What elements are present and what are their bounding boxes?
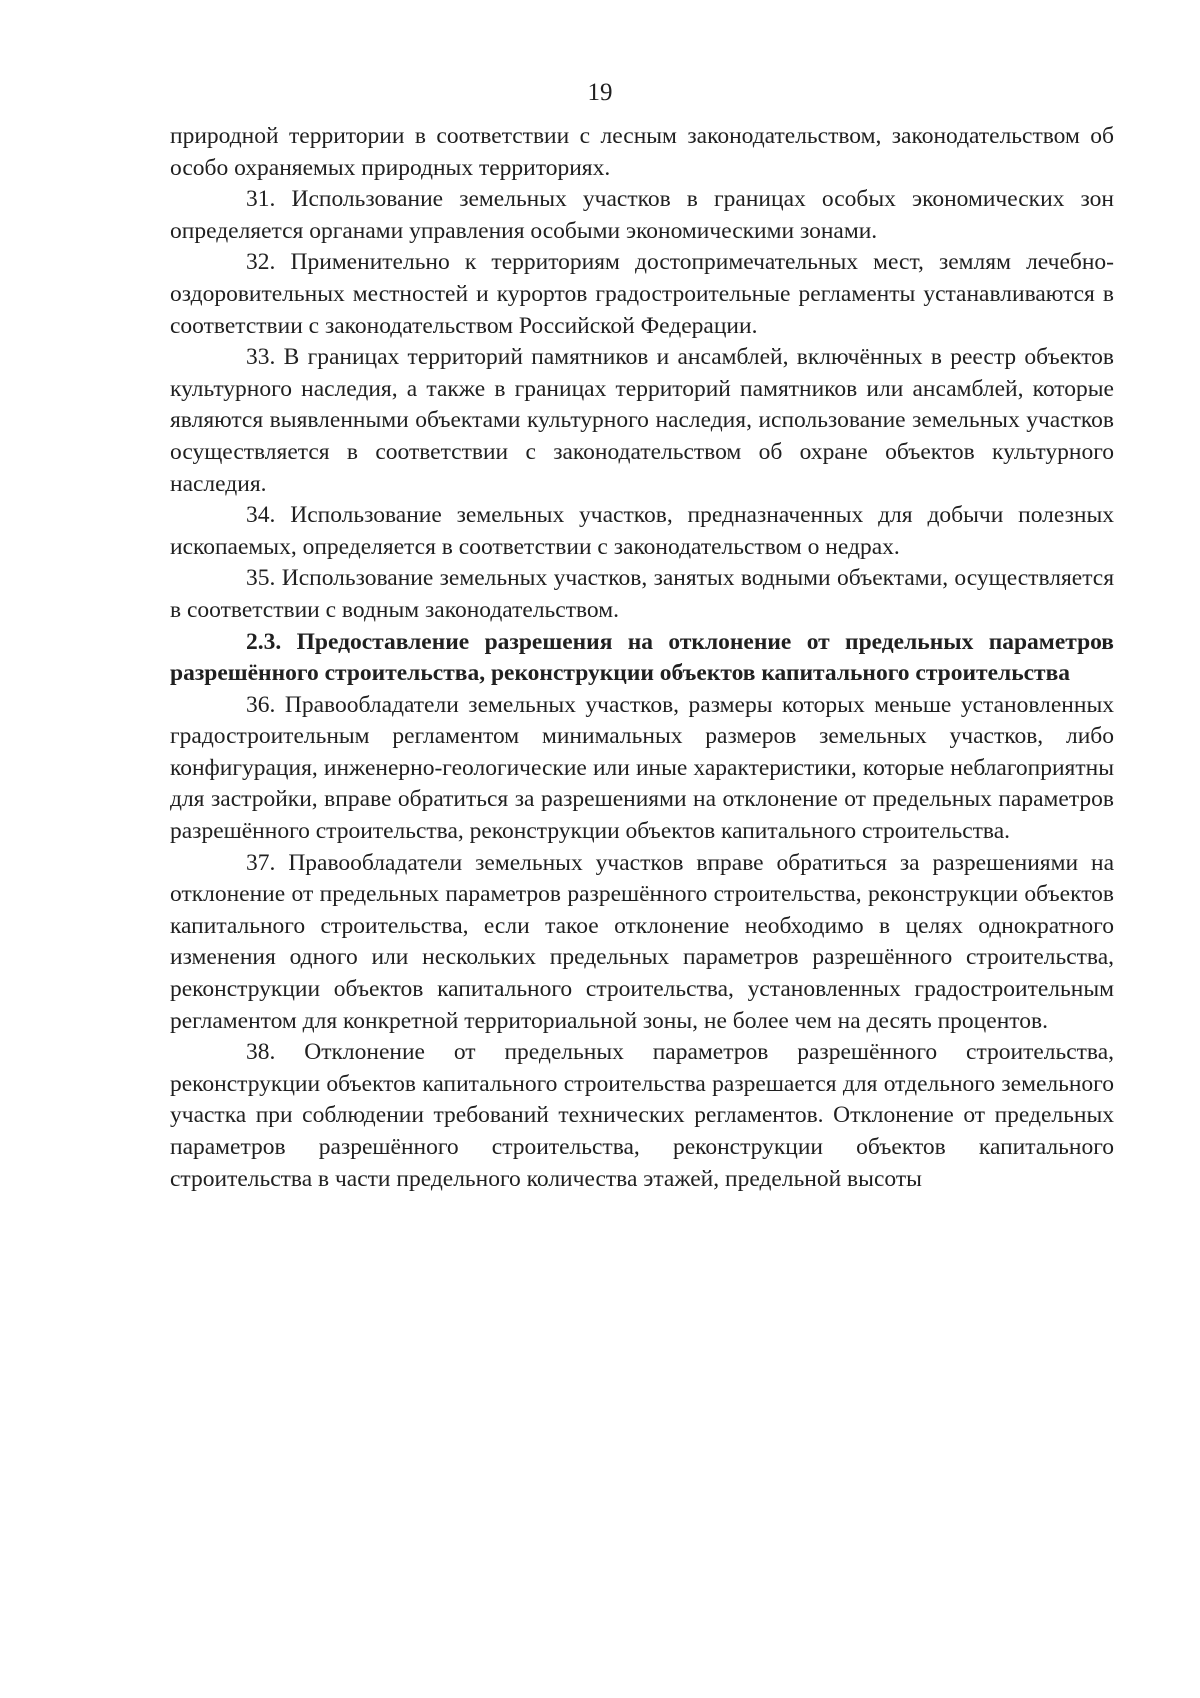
clause-31 bbox=[170, 184, 1114, 247]
section-number: 2.3. bbox=[246, 628, 282, 655]
page-number: 19 bbox=[587, 79, 613, 106]
clause-text: Правообладатели земельных участков вправе обратиться за разрешениями на отклонение от предельных параметров разрешённого строительства, реконструкции объектов капитального строительства, если такое отклонение необходимо в целях однократного изменения одного или нескольких предельных параметров разрешённого строительства, реконструкции объектов капитального строительства, установленных градостроительным регламентом для конкретной территориальной зоны, не более чем на десять процентов. bbox=[170, 849, 1114, 1034]
clause-text: В границах территорий памятников и ансамблей, включённых в реестр объектов культурного наследия, а также в границах территорий памятников или ансамблей, которые являются выявленными объектами культурного наследия, использование земельных участков осуществляется в соответствии с законодательством об охране объектов культурного наследия. bbox=[170, 344, 1114, 497]
clause-33 bbox=[170, 342, 1114, 500]
clause-number: 35. bbox=[246, 565, 276, 592]
clause-text: Правообладатели земельных участков, размеры которых меньше установленных градостроительным регламентом минимальных размеров земельных участков, либо конфигурация, инженерно-геологические или иные характеристики, которые неблагоприятны для застройки, вправе обратиться за разрешениями на отклонение от предельных параметров разрешённого строительства, реконструкции объектов капитального строительства. bbox=[170, 691, 1114, 845]
clause-number: 34. bbox=[246, 502, 276, 529]
section-title: Предоставление разрешения на отклонение от предельных параметров разрешённого строительства, реконструкции объектов капитального строительства bbox=[170, 628, 1115, 687]
clause-35 bbox=[170, 563, 1114, 626]
section-heading bbox=[170, 627, 1114, 690]
clause-36 bbox=[170, 690, 1114, 848]
clause-number: 36. bbox=[246, 691, 276, 718]
clause-text: Отклонение от предельных параметров разрешённого строительства, реконструкции объектов капитального строительства разрешается для отдельного земельного участка при соблюдении требований технических регламентов. Отклонение от предельных параметров разрешённого строительства, реконструкции объектов капитального строительства в части предельного количества этажей, предельной высоты bbox=[170, 1039, 1115, 1192]
clause-37 bbox=[170, 848, 1114, 1038]
clause-number: 32. bbox=[246, 249, 276, 276]
clause-32 bbox=[170, 247, 1114, 342]
clause-number: 38. bbox=[246, 1039, 276, 1066]
clause-number: 33. bbox=[246, 344, 276, 371]
clause-text: Использование земельных участков, предназначенных для добычи полезных ископаемых, определяется в соответствии с законодательством о недрах. bbox=[170, 502, 1114, 560]
clause-text: Использование земельных участков, занятых водными объектами, осуществляется в соответствии с водным законодательством. bbox=[170, 565, 1114, 623]
continuation-paragraph: природной территории в соответствии с лесным законодательством, законодательством об особо охраняемых природных территориях. bbox=[170, 123, 1114, 181]
clause-number: 31. bbox=[246, 186, 276, 213]
clause-text: Применительно к территориям достопримечательных мест, землям лечебно-оздоровительных местностей и курортов градостроительные регламенты устанавливаются в соответствии с законодательством Российской Федерации. bbox=[170, 249, 1115, 339]
clause-number: 37. bbox=[246, 849, 276, 876]
document-body bbox=[170, 121, 1114, 1195]
clause-38 bbox=[170, 1037, 1114, 1195]
clause-text: Использование земельных участков в границах особых экономических зон определяется органами управления особыми экономическими зонами. bbox=[170, 186, 1115, 244]
clause-34 bbox=[170, 500, 1114, 563]
